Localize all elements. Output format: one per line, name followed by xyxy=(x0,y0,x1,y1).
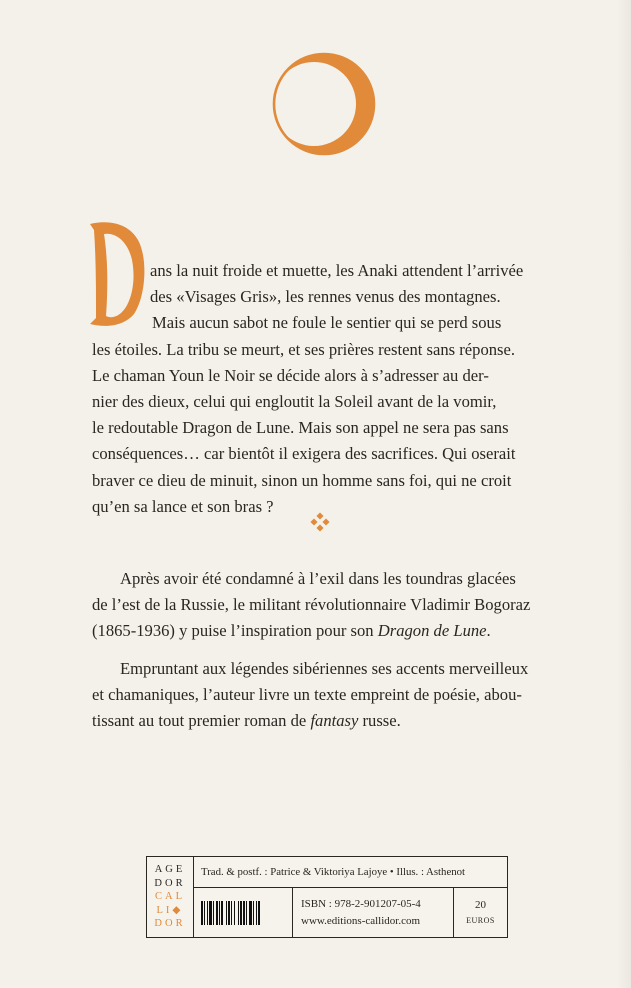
synopsis-line: les étoiles. La tribu se meurt, et ses prières restent sans réponse. xyxy=(92,339,516,359)
diamond-ornament-icon xyxy=(310,512,330,532)
genre-line-end: russe. xyxy=(358,711,401,731)
publisher-website: www.editions-callidor.com xyxy=(301,914,421,927)
isbn-number: ISBN : 978-2-901207-05-4 xyxy=(301,897,421,910)
author-paragraph xyxy=(92,566,554,645)
genre-line-text: tissant au tout premier roman de xyxy=(92,711,311,731)
synopsis-line: conséquences… car bientôt il exigera des sacrifices. Qui oserait xyxy=(92,444,516,464)
genre-line xyxy=(92,708,554,734)
genre-line: et chamaniques, l’auteur livre un texte empreint de poésie, abou- xyxy=(92,685,522,705)
synopsis-line: des «Visages Gris», les rennes venus des montagnes. xyxy=(150,287,501,307)
synopsis-line: nier des dieux, celui qui engloutit la Soleil avant de la vomir, xyxy=(92,392,497,412)
synopsis-line: Le chaman Youn le Noir se décide alors à s’adresser au der- xyxy=(92,365,489,385)
logo-row: CAL xyxy=(155,891,185,903)
logo-row: DOR xyxy=(154,918,186,930)
synopsis-line: le redoutable Dragon de Lune. Mais son appel ne sera pas sans xyxy=(92,418,509,438)
spine-shadow xyxy=(617,0,631,988)
barcode-cell xyxy=(194,888,293,937)
logo-row: AGE xyxy=(154,864,186,876)
isbn-cell xyxy=(293,888,454,937)
publisher-info-row xyxy=(194,888,507,937)
author-line-text: (1865-1936) y puise l’inspiration pour son xyxy=(92,621,378,641)
synopsis-line: braver ce dieu de minuit, sinon un homme sans foi, qui ne croit xyxy=(92,470,512,490)
price-currency: EUROS xyxy=(466,915,495,925)
price-cell xyxy=(454,888,507,937)
book-title: Dragon de Lune xyxy=(377,621,487,641)
publisher-logo xyxy=(147,857,194,937)
price-value: 20 xyxy=(475,898,486,911)
synopsis-line: ans la nuit froide et muette, les Anaki attendent l’arrivée xyxy=(150,261,524,280)
punctuation: . xyxy=(486,621,491,641)
dropcap-letter: D xyxy=(86,218,87,219)
logo-row: LI◆ xyxy=(156,904,184,916)
crescent-moon-icon xyxy=(272,52,376,156)
author-line: de l’est de la Russie, le militant révolutionnaire Vladimir Bogoraz xyxy=(92,595,531,615)
author-line: Après avoir été condamné à l’exil dans les toundras glacées xyxy=(120,569,516,588)
logo-row: DOR xyxy=(154,877,186,889)
synopsis-paragraph xyxy=(92,222,544,520)
genre-word: fantasy xyxy=(310,711,359,731)
genre-line: Empruntant aux légendes sibériennes ses accents merveilleux xyxy=(120,659,529,678)
author-line xyxy=(92,618,554,644)
synopsis-line: qu’en sa lance et son bras ? xyxy=(92,496,274,516)
barcode-icon xyxy=(200,900,286,926)
publisher-info xyxy=(194,857,507,937)
credits-line: Trad. & postf. : Patrice & Viktoriya Lajoye • Illus. : Asthenot xyxy=(194,857,507,888)
genre-paragraph xyxy=(92,656,554,735)
publisher-info-box xyxy=(146,856,508,938)
synopsis-line: Mais aucun sabot ne foule le sentier qui se perd sous xyxy=(152,313,502,333)
